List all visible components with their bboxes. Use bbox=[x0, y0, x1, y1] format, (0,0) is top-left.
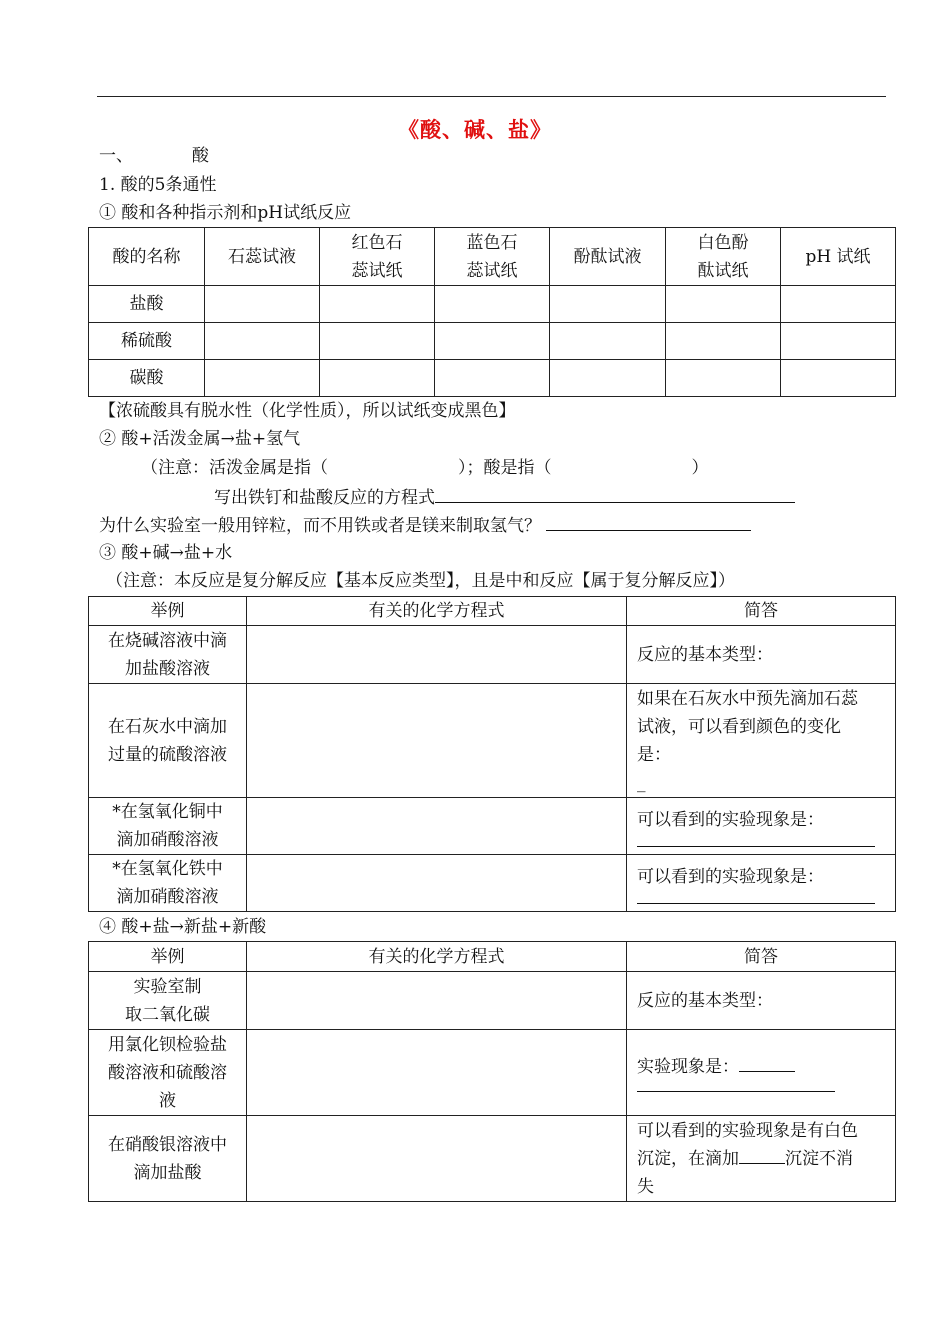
answer-blank[interactable] bbox=[637, 838, 875, 847]
why-blank[interactable] bbox=[546, 512, 751, 531]
answer-cell: 反应的基本类型： bbox=[627, 626, 896, 684]
table-header-row bbox=[89, 597, 896, 626]
table-cell[interactable] bbox=[320, 323, 435, 360]
table-row bbox=[89, 286, 896, 323]
table-row bbox=[89, 798, 896, 855]
equation-cell[interactable] bbox=[247, 972, 627, 1030]
section-label: 酸 bbox=[191, 146, 209, 166]
example-cell: *在氢氧化铜中 滴加硝酸溶液 bbox=[89, 798, 247, 855]
table-cell[interactable] bbox=[781, 323, 896, 360]
col-header: 举例 bbox=[89, 597, 247, 626]
equation-cell[interactable] bbox=[247, 1116, 627, 1202]
table-cell[interactable] bbox=[550, 323, 666, 360]
item-2: ② 酸+活泼金属→盐+氢气 bbox=[99, 429, 301, 449]
col-header: 石蕊试液 bbox=[205, 228, 320, 286]
table-row bbox=[89, 1030, 896, 1116]
table-cell[interactable] bbox=[320, 360, 435, 397]
col-header: pH 试纸 bbox=[781, 228, 896, 286]
col-header: 举例 bbox=[89, 942, 247, 972]
item-1: ① 酸和各种指示剂和pH试纸反应 bbox=[99, 203, 352, 223]
table-cell[interactable] bbox=[781, 360, 896, 397]
equation-cell[interactable] bbox=[247, 684, 627, 798]
answer-blank[interactable] bbox=[637, 1083, 835, 1092]
example-cell: 在石灰水中滴加 过量的硫酸溶液 bbox=[89, 684, 247, 798]
table-cell[interactable] bbox=[320, 286, 435, 323]
page-title: 《酸、碱、盐》 bbox=[398, 117, 552, 142]
example-cell: 实验室制 取二氧化碳 bbox=[89, 972, 247, 1030]
indicator-table bbox=[88, 227, 896, 397]
equation-cell[interactable] bbox=[247, 1030, 627, 1116]
equation-cell[interactable] bbox=[247, 798, 627, 855]
item-4: ④ 酸+盐→新盐+新酸 bbox=[99, 917, 267, 937]
table-cell[interactable] bbox=[205, 323, 320, 360]
answer-cell: 可以看到的实验现象是有白色 沉淀，在滴加 沉淀不消 失 bbox=[627, 1116, 896, 1202]
note-1: 【浓硫酸具有脱水性（化学性质），所以试纸变成黑色】 bbox=[99, 401, 516, 421]
col-header: 红色石 蕊试纸 bbox=[320, 228, 435, 286]
table-cell[interactable] bbox=[666, 323, 781, 360]
why-question: 为什么实验室一般用锌粒，而不用铁或者是镁来制取氢气？ bbox=[99, 512, 751, 538]
col-header: 蓝色石 蕊试纸 bbox=[435, 228, 550, 286]
table-cell[interactable] bbox=[550, 360, 666, 397]
col-header: 酸的名称 bbox=[89, 228, 205, 286]
answer-cell: 可以看到的实验现象是： bbox=[627, 855, 896, 912]
table-cell[interactable] bbox=[666, 286, 781, 323]
answer-cell: 反应的基本类型： bbox=[627, 972, 896, 1030]
table-row bbox=[89, 323, 896, 360]
equation-cell[interactable] bbox=[247, 626, 627, 684]
example-cell: 在硝酸银溶液中 滴加盐酸 bbox=[89, 1116, 247, 1202]
section-number: 一、 bbox=[99, 146, 133, 166]
table-header-row bbox=[89, 228, 896, 286]
answer-blank[interactable] bbox=[637, 895, 875, 904]
col-header: 简答 bbox=[627, 597, 896, 626]
table-cell[interactable] bbox=[435, 286, 550, 323]
section-heading bbox=[99, 144, 209, 168]
equation-cell[interactable] bbox=[247, 855, 627, 912]
example-cell: *在氢氧化铁中 滴加硝酸溶液 bbox=[89, 855, 247, 912]
acid-salt-table bbox=[88, 941, 896, 1202]
col-header: 有关的化学方程式 bbox=[247, 597, 627, 626]
answer-blank[interactable] bbox=[739, 1145, 785, 1164]
acid-base-table bbox=[88, 596, 896, 912]
example-cell: 在烧碱溶液中滴 加盐酸溶液 bbox=[89, 626, 247, 684]
table-row bbox=[89, 626, 896, 684]
note-3: （注意：本反应是复分解反应【基本反应类型】，且是中和反应【属于复分解反应】） bbox=[106, 571, 735, 591]
table-row bbox=[89, 360, 896, 397]
answer-cell: 如果在石灰水中预先滴加石蕊 试液，可以看到颜色的变化 是： _ bbox=[627, 684, 896, 798]
table-header-row bbox=[89, 942, 896, 972]
row-label: 盐酸 bbox=[89, 286, 205, 323]
write-equation: 写出铁钉和盐酸反应的方程式 bbox=[214, 484, 795, 510]
header-rule bbox=[97, 96, 886, 97]
table-cell[interactable] bbox=[205, 286, 320, 323]
note-2: （注意：活泼金属是指（ ）；酸是指（ ） bbox=[141, 458, 709, 478]
table-row bbox=[89, 1116, 896, 1202]
table-cell[interactable] bbox=[550, 286, 666, 323]
row-label: 稀硫酸 bbox=[89, 323, 205, 360]
table-cell[interactable] bbox=[205, 360, 320, 397]
table-cell[interactable] bbox=[435, 323, 550, 360]
row-label: 碳酸 bbox=[89, 360, 205, 397]
col-header: 白色酚 酞试纸 bbox=[666, 228, 781, 286]
table-row bbox=[89, 855, 896, 912]
table-cell[interactable] bbox=[666, 360, 781, 397]
table-row bbox=[89, 684, 896, 798]
table-row bbox=[89, 972, 896, 1030]
answer-cell: 可以看到的实验现象是： bbox=[627, 798, 896, 855]
item-3: ③ 酸+碱→盐+水 bbox=[99, 543, 233, 563]
example-cell: 用氯化钡检验盐 酸溶液和硫酸溶 液 bbox=[89, 1030, 247, 1116]
col-header: 酚酞试液 bbox=[550, 228, 666, 286]
table-cell[interactable] bbox=[781, 286, 896, 323]
subheading-1: 1. 酸的5条通性 bbox=[99, 175, 217, 195]
col-header: 有关的化学方程式 bbox=[247, 942, 627, 972]
col-header: 简答 bbox=[627, 942, 896, 972]
answer-cell: 实验现象是： bbox=[627, 1030, 896, 1116]
answer-blank[interactable] bbox=[739, 1053, 795, 1072]
equation-blank[interactable] bbox=[435, 484, 795, 503]
table-cell[interactable] bbox=[435, 360, 550, 397]
